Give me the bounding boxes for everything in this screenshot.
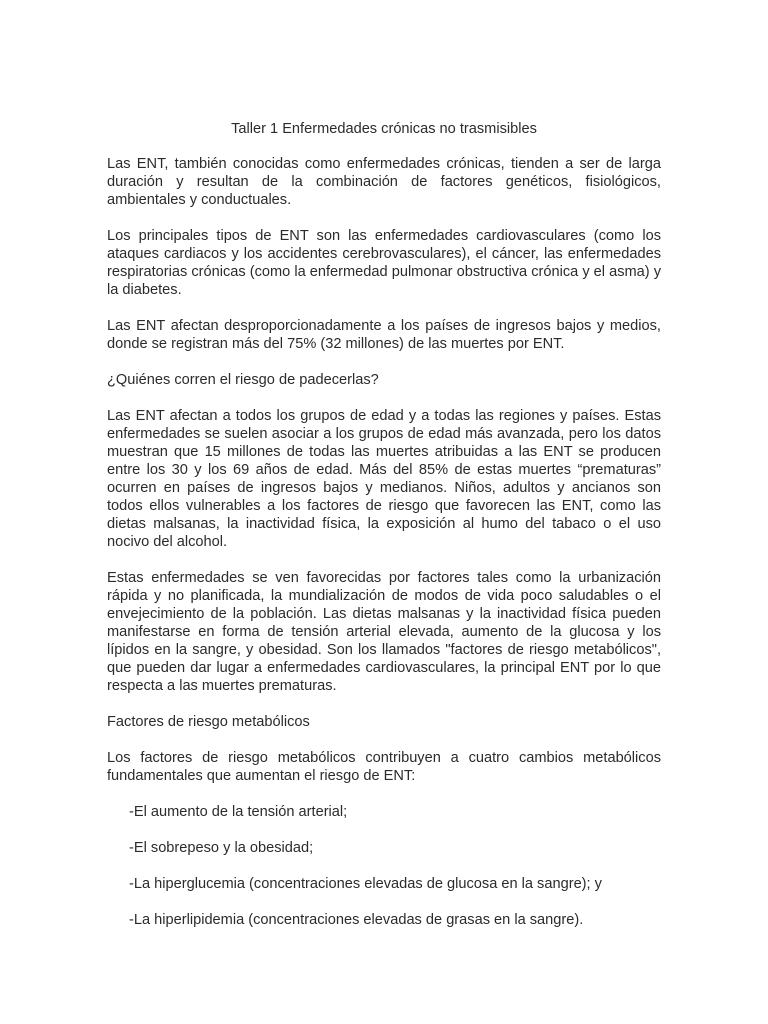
document-body — [107, 155, 661, 947]
list-item: -La hiperlipidemia (concentraciones elevadas de grasas en la sangre). — [129, 912, 584, 928]
paragraph-risk-factors: Estas enfermedades se ven favorecidas por factores tales como la urbanización rápida y no planificada, la mundialización de modos de vida poco saludables o el envejecimiento de la población. Las dietas malsanas y la inactividad física pueden manifestarse en forma de tensión arterial elevada, aumento de la glucosa y los lípidos en la sangre, y obesidad. Son los llamados "factores de riesgo metabólicos", que pueden dar lugar a enfermedades cardiovasculares, la principal ENT por lo que respecta a las muertes prematuras. — [107, 570, 661, 694]
paragraph-metabolic-intro: Los factores de riesgo metabólicos contribuyen a cuatro cambios metabólicos fundamentales que aumentan el riesgo de ENT: — [107, 750, 661, 784]
paragraph-ent-income: Las ENT afectan desproporcionadamente a los países de ingresos bajos y medios, donde se registran más del 75% (32 millones) de las muertes por ENT. — [107, 318, 661, 352]
section-heading-risk: ¿Quiénes corren el riesgo de padecerlas? — [107, 372, 379, 388]
list-item: -El aumento de la tensión arterial; — [129, 804, 348, 820]
document-title: Taller 1 Enfermedades crónicas no trasmisibles — [231, 121, 537, 137]
section-heading-metabolic: Factores de riesgo metabólicos — [107, 714, 310, 730]
list-item: -La hiperglucemia (concentraciones elevadas de glucosa en la sangre); y — [129, 876, 602, 892]
metabolic-factors-list — [107, 803, 661, 929]
paragraph-ent-definition: Las ENT, también conocidas como enfermedades crónicas, tienden a ser de larga duración y resultan de la combinación de factores genéticos, fisiológicos, ambientales y conductuales. — [107, 156, 661, 208]
list-item: -El sobrepeso y la obesidad; — [129, 840, 314, 856]
paragraph-ent-types: Los principales tipos de ENT son las enfermedades cardiovasculares (como los ataques cardiacos y los accidentes cerebrovasculares), el cáncer, las enfermedades respiratorias crónicas (como la enfermedad pulmonar obstructiva crónica y el asma) y la diabetes. — [107, 228, 661, 298]
paragraph-risk-groups: Las ENT afectan a todos los grupos de edad y a todas las regiones y países. Estas enfermedades se suelen asociar a los grupos de edad más avanzada, pero los datos muestran que 15 millones de todas las muertes atribuidas a las ENT se producen entre los 30 y los 69 años de edad. Más del 85% de estas muertes “prematuras” ocurren en países de ingresos bajos y medianos. Niños, adultos y ancianos son todos ellos vulnerables a los factores de riesgo que favorecen las ENT, como las dietas malsanas, la inactividad física, la exposición al humo del tabaco o el uso nocivo del alcohol. — [107, 408, 661, 550]
